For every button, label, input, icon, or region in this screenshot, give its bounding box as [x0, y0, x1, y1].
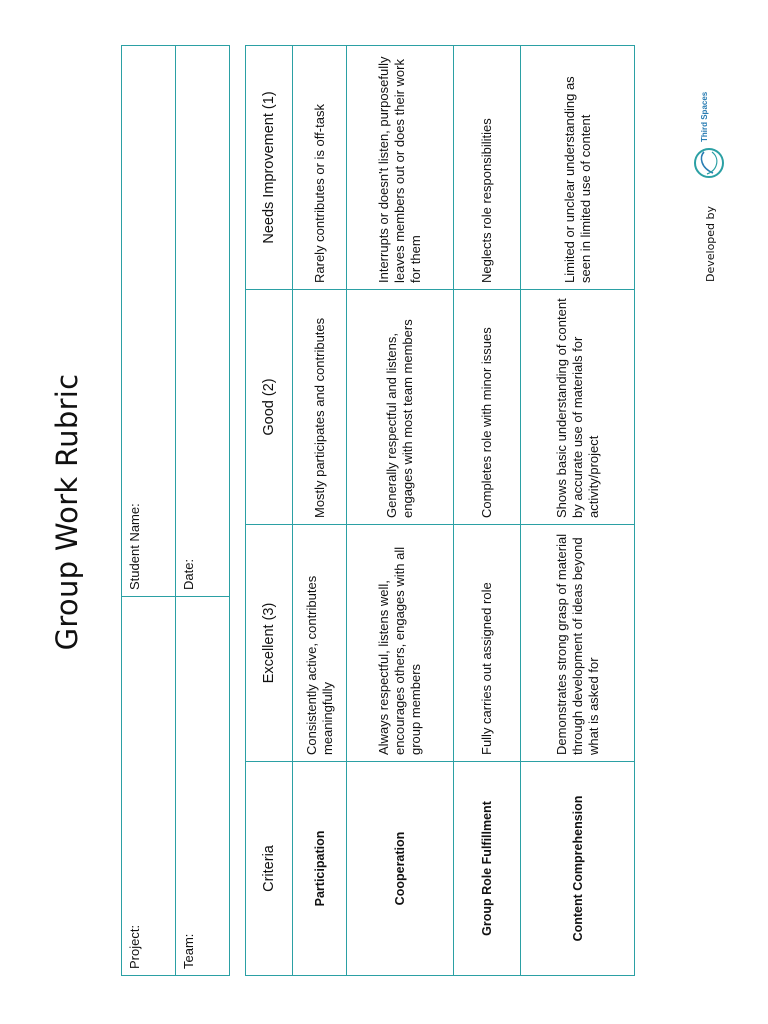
criteria-cell: Content Comprehension [521, 762, 635, 976]
needs-improvement-cell: Limited or unclear understanding as seen in limited use of content [521, 46, 635, 290]
table-row [521, 46, 635, 976]
project-field[interactable] [122, 597, 176, 976]
date-field[interactable] [176, 46, 230, 597]
header-row [246, 46, 293, 976]
good-cell: Shows basic understanding of content by accurate use of materials for activity/project [521, 290, 635, 525]
criteria-cell: Participation [293, 762, 347, 976]
team-field[interactable] [176, 597, 230, 976]
date-label: Date: [181, 558, 196, 590]
page-title: Group Work Rubric [50, 373, 84, 651]
table-row [293, 46, 347, 976]
needs-improvement-cell: Neglects role responsibilities [454, 46, 521, 290]
header-needs-improvement: Needs Improvement (1) [246, 46, 293, 290]
project-label: Project: [127, 924, 142, 969]
header-excellent: Excellent (3) [246, 525, 293, 762]
header-good: Good (2) [246, 290, 293, 525]
criteria-cell: Cooperation [347, 762, 454, 976]
rubric-table [245, 45, 635, 976]
footer [690, 42, 730, 282]
excellent-cell: Demonstrates strong grasp of material through development of ideas beyond what is asked for [521, 525, 635, 762]
header-criteria: Criteria [246, 762, 293, 976]
info-row [122, 46, 176, 976]
team-label: Team: [181, 933, 196, 969]
info-row [176, 46, 230, 976]
criteria-cell: Group Role Fulfillment [454, 762, 521, 976]
developed-by-text: Developed by [704, 205, 717, 282]
excellent-cell: Always respectful, listens well, encourages others, engages with all group members [347, 525, 454, 762]
student-name-label: Student Name: [127, 503, 142, 590]
third-spaces-logo-icon [692, 146, 726, 180]
excellent-cell: Fully carries out assigned role [454, 525, 521, 762]
needs-improvement-cell: Interrupts or doesn't listen, purposefully leaves members out or does their work for them [347, 46, 454, 290]
needs-improvement-cell: Rarely contributes or is off-task [293, 46, 347, 290]
student-name-field[interactable] [122, 46, 176, 597]
good-cell: Completes role with minor issues [454, 290, 521, 525]
brand-name: Third Spaces [700, 91, 709, 142]
good-cell: Mostly participates and contributes [293, 290, 347, 525]
table-row [347, 46, 454, 976]
table-row [454, 46, 521, 976]
info-table [121, 45, 230, 976]
good-cell: Generally respectful and listens, engages with most team members [347, 290, 454, 525]
excellent-cell: Consistently active, contributes meaningfully [293, 525, 347, 762]
